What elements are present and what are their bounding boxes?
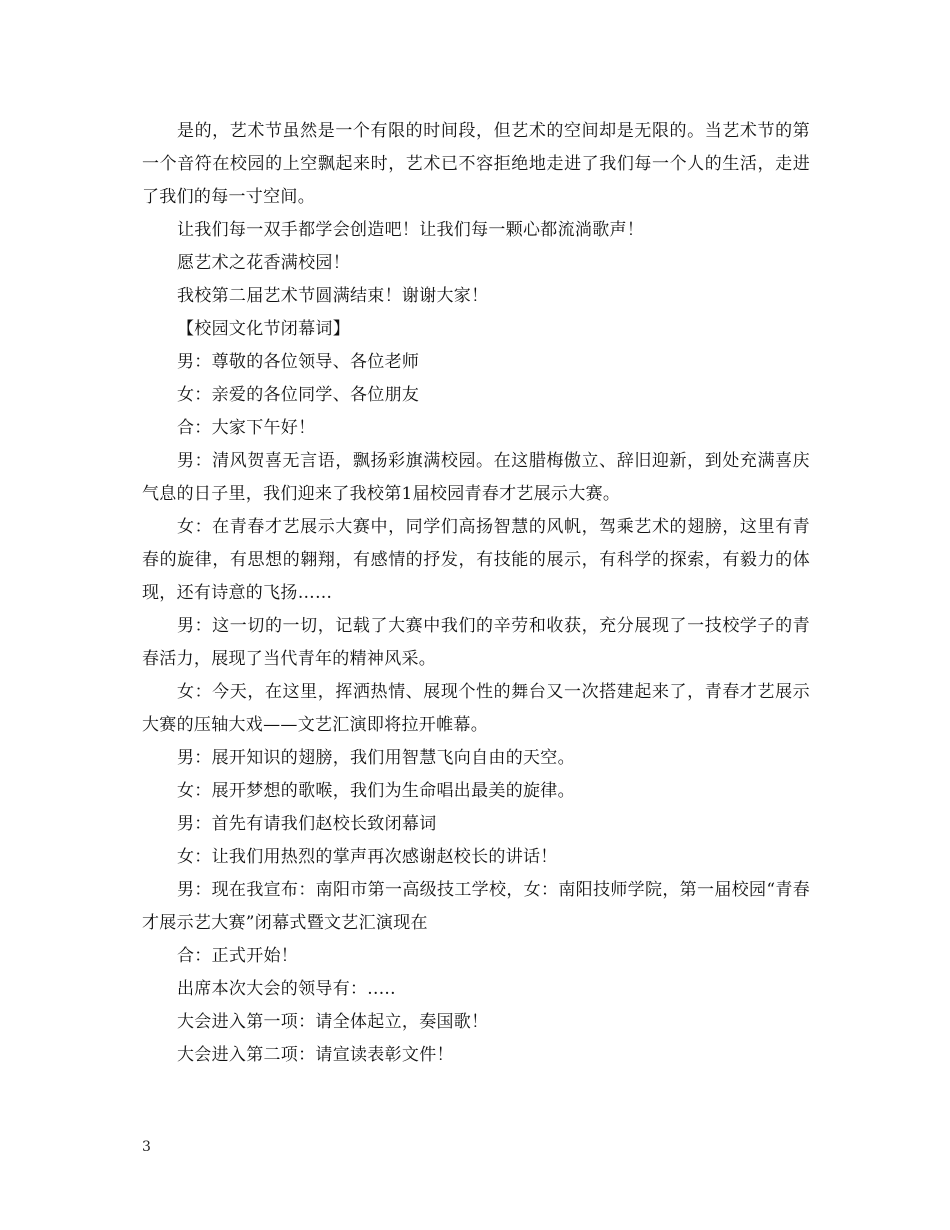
paragraph: 女：亲爱的各位同学、各位朋友 <box>177 385 420 405</box>
paragraph: 男：现在我宣布：南阳市第一高级技工学校，女：南阳技师学院，第一届校园“青春才展示艺大赛”闭幕式暨文艺汇演现在 <box>142 880 810 933</box>
paragraph: 女：让我们用热烈的掌声再次感谢赵校长的讲话！ <box>177 847 558 867</box>
paragraph: 出席本次大会的领导有：..... <box>177 979 396 999</box>
paragraph: 让我们每一双手都学会创造吧！让我们每一颗心都流淌歌声！ <box>177 220 645 240</box>
paragraph: 男：清风贺喜无言语，飘扬彩旗满校园。在这腊梅傲立、辞旧迎新，到处充满喜庆气息的日子里，我们迎来了我校第1届校园青春才艺展示大赛。 <box>142 451 810 504</box>
paragraph: 女：今天，在这里，挥洒热情、展现个性的舞台又一次搭建起来了，青春才艺展示大赛的压轴大戏——文艺汇演即将拉开帷幕。 <box>142 682 810 735</box>
paragraph: 是的，艺术节虽然是一个有限的时间段，但艺术的空间却是无限的。当艺术节的第一个音符在校园的上空飘起来时，艺术已不容拒绝地走进了我们每一个人的生活，走进了我们的每一寸空间。 <box>142 121 810 207</box>
paragraph: 男：展开知识的翅膀，我们用智慧飞向自由的天空。 <box>177 748 575 768</box>
paragraph: 我校第二届艺术节圆满结束！谢谢大家！ <box>177 286 489 306</box>
paragraph: 女：展开梦想的歌喉，我们为生命唱出最美的旋律。 <box>177 781 575 801</box>
page-number: 3 <box>142 1139 151 1155</box>
paragraph: 合：正式开始！ <box>177 946 299 966</box>
paragraph: 大会进入第二项：请宣读表彰文件！ <box>177 1045 454 1065</box>
paragraph: 大会进入第一项：请全体起立，奏国歌！ <box>177 1012 489 1032</box>
paragraph: 男：这一切的一切，记载了大赛中我们的辛劳和收获，充分展现了一技校学子的青春活力，展现了当代青年的精神风采。 <box>142 616 810 669</box>
section-heading: 【校园文化节闭幕词】 <box>177 319 350 339</box>
paragraph: 男：尊敬的各位领导、各位老师 <box>177 352 420 372</box>
paragraph: 男：首先有请我们赵校长致闭幕词 <box>177 814 437 834</box>
paragraph: 女：在青春才艺展示大赛中，同学们高扬智慧的风帆，驾乘艺术的翅膀，这里有青春的旋律，有思想的翱翔，有感情的抒发，有技能的展示，有科学的探索，有毅力的体现，还有诗意的飞扬…… <box>142 517 810 603</box>
paragraph: 合：大家下午好！ <box>177 418 316 438</box>
paragraph: 愿艺术之花香满校园！ <box>177 253 350 273</box>
document-body <box>142 115 810 1072</box>
